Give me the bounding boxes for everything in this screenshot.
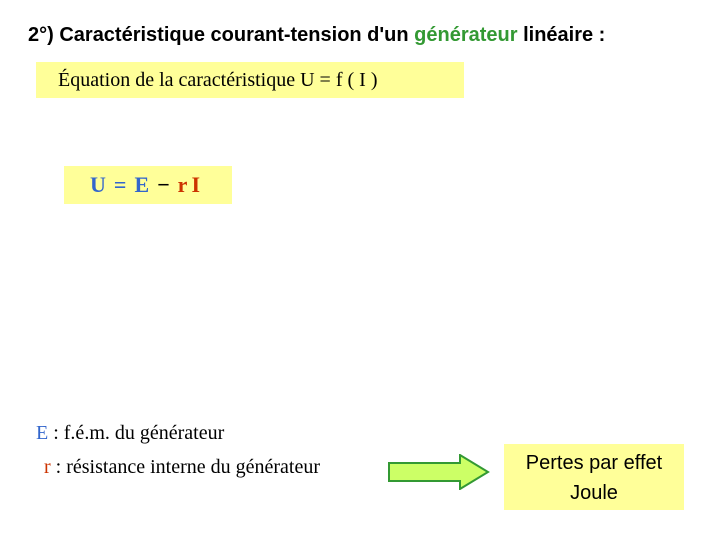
formula-i: I — [191, 172, 200, 197]
right-arrow-icon — [388, 454, 490, 490]
formula-box — [64, 166, 232, 204]
formula-equals: = — [113, 172, 127, 197]
equation-caption-box — [36, 62, 464, 98]
formula-e: E — [134, 172, 150, 197]
formula-u: U — [90, 172, 106, 197]
joule-losses-box — [504, 444, 684, 510]
legend-e-symbol: E — [36, 422, 49, 444]
legend-r-text: : résistance interne du générateur — [50, 456, 320, 478]
joule-line-2: Joule — [570, 482, 618, 504]
formula-minus: − — [157, 172, 170, 197]
legend-e-text: : f.é.m. du générateur — [48, 422, 225, 444]
title-highlight: générateur — [414, 24, 518, 46]
legend-r-symbol: r — [44, 456, 51, 478]
slide-title — [28, 24, 708, 47]
legend-e — [36, 422, 224, 445]
legend-r — [44, 456, 320, 479]
formula-r: r — [177, 172, 188, 197]
title-prefix: 2°) Caractéristique courant-tension d'un — [28, 24, 415, 46]
joule-line-1: Pertes par effet — [525, 452, 663, 474]
equation-caption: Équation de la caractéristique U = f ( I ) — [58, 69, 378, 91]
title-suffix: linéaire : — [517, 24, 606, 46]
